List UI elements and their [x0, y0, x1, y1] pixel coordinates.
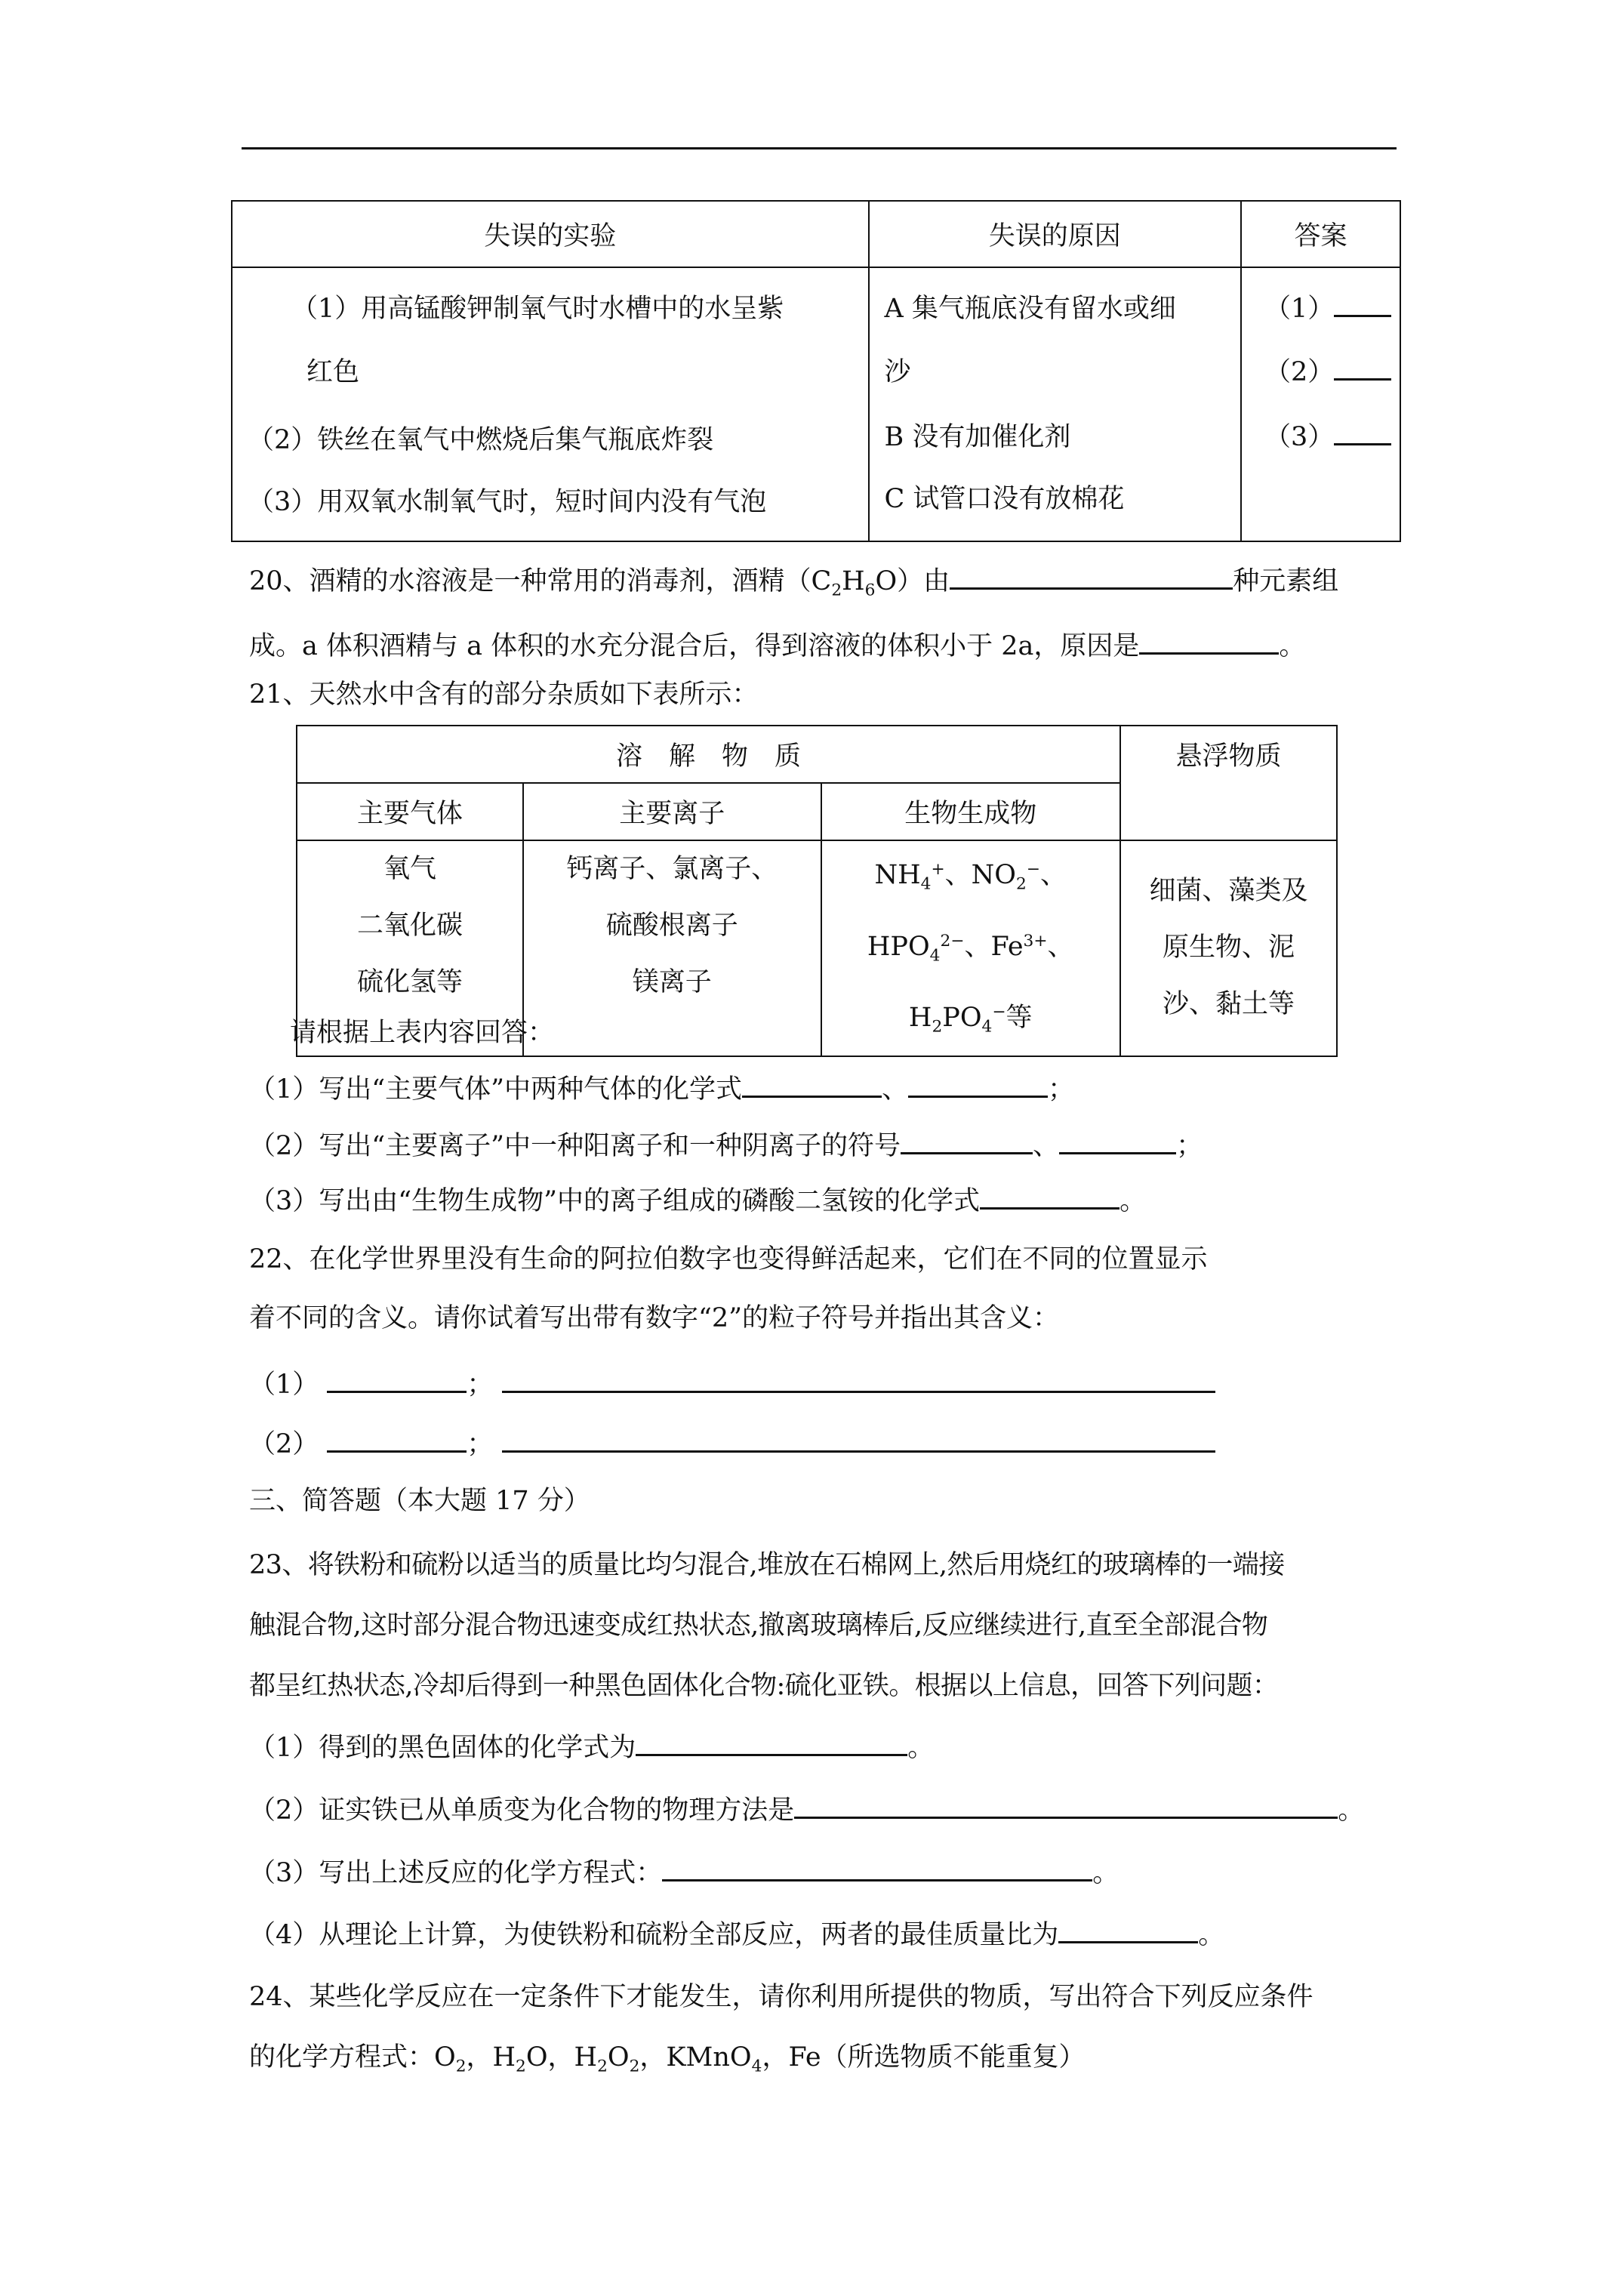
q21-sub3: （3）写出由“生物生成物”中的离子组成的磷酸二氢铵的化学式 。	[249, 1180, 1146, 1218]
answers-cell	[1241, 267, 1400, 541]
dissolved-header: 溶 解 物 质	[297, 726, 1120, 783]
reasons-cell	[869, 267, 1241, 541]
q20-blank-1[interactable]	[950, 561, 1233, 590]
answer-1-blank[interactable]	[1334, 288, 1391, 317]
experiment-3: （3）用双氧水制氧气时，短时间内没有气泡	[248, 487, 767, 517]
q22-2-symbol-blank[interactable]	[327, 1424, 467, 1453]
q20-blank-2[interactable]	[1139, 626, 1279, 655]
reason-b: B 没有加催化剂	[884, 422, 1071, 452]
q23-4-blank[interactable]	[1058, 1915, 1198, 1943]
q20-line2: 成。a 体积酒精与 a 体积的水充分混合后，得到溶液的体积小于 2a，原因是 。	[249, 625, 1305, 663]
q21-sub2: （2）写出“主要离子”中一种阳离子和一种阴离子的符号 、 ；	[249, 1125, 1203, 1163]
answer-2-blank[interactable]	[1334, 352, 1391, 381]
q22-line1: 22、在化学世界里没有生命的阿拉伯数字也变得鲜活起来，它们在不同的位置显示	[249, 1244, 1208, 1274]
header-answer: 答案	[1241, 201, 1400, 267]
q23-1-blank[interactable]	[636, 1727, 907, 1756]
col-gas: 主要气体	[297, 783, 523, 840]
col-ion: 主要离子	[523, 783, 821, 840]
suspended-cell: 细菌、藻类及 原生物、泥 沙、黏土等	[1120, 840, 1337, 1056]
q21-sub1: （1）写出“主要气体”中两种气体的化学式 、 ；	[249, 1068, 1074, 1106]
q20-line1: 20、酒精的水溶液是一种常用的消毒剂，酒精$(C_2H_6O)$由 种元素组	[249, 560, 1338, 600]
header-reason: 失误的原因	[869, 201, 1241, 267]
q23-sub2: （2）证实铁已从单质变为化合物的物理方法是 。	[249, 1789, 1364, 1827]
q23-line2: 触混合物,这时部分混合物迅速变成红热状态,撤离玻璃棒后,反应继续进行,直至全部混合物	[249, 1610, 1268, 1641]
q22-answer-1: （1） ；	[249, 1364, 1215, 1401]
q21-1-blank-b[interactable]	[908, 1069, 1048, 1098]
q23-sub1: （1）得到的黑色固体的化学式为 。	[249, 1727, 934, 1764]
q21-intro: 21、天然水中含有的部分杂质如下表所示：	[249, 680, 759, 710]
q22-1-symbol-blank[interactable]	[327, 1364, 467, 1393]
q23-sub3: （3）写出上述反应的化学方程式： 。	[249, 1852, 1119, 1890]
q21-2-blank-b[interactable]	[1059, 1126, 1176, 1154]
reason-a: A 集气瓶底没有留水或细	[884, 294, 1176, 324]
experiment-1-cont: 红色	[306, 357, 360, 387]
bio-cell: $NH_4^+$、$NO_2^-$、 $HPO_4^{2-}$、$Fe^{3+}$、 $H_2PO_4^-$等	[821, 840, 1120, 1056]
experiment-1: （1）用高锰酸钾制氧气时水槽中的水呈紫	[291, 294, 784, 324]
impurity-table	[296, 725, 1338, 1057]
q23-line1: 23、将铁粉和硫粉以适当的质量比均匀混合,堆放在石棉网上,然后用烧红的玻璃棒的一端接	[249, 1550, 1285, 1580]
suspended-header: 悬浮物质	[1120, 726, 1337, 840]
q22-1-meaning-blank[interactable]	[502, 1364, 1215, 1393]
header-experiment: 失误的实验	[232, 201, 869, 267]
q24-line2: 的化学方程式：$O_2$，$H_2O$，$H_2O_2$，KMnO$_4$，Fe（所选物质不能重复）	[249, 2042, 1086, 2076]
answer-1: （1）	[1264, 288, 1391, 325]
q22-answer-2: （2） ；	[249, 1423, 1215, 1461]
reason-a-cont: 沙	[884, 357, 911, 387]
q21-prompt: 请根据上表内容回答：	[290, 1018, 555, 1048]
col-bio: 生物生成物	[821, 783, 1120, 840]
answer-3: （3）	[1264, 416, 1391, 454]
experiments-cell	[232, 267, 869, 541]
q23-line3: 都呈红热状态,冷却后得到一种黑色固体化合物:硫化亚铁。根据以上信息，回答下列问题：	[249, 1671, 1279, 1701]
mistake-table	[231, 200, 1401, 542]
section-3-title: 三、简答题（本大题 17 分）	[249, 1486, 590, 1516]
q23-sub4: （4）从理论上计算，为使铁粉和硫粉全部反应，两者的最佳质量比为 。	[249, 1914, 1224, 1952]
answer-2: （2）	[1264, 351, 1391, 389]
header-rule	[242, 147, 1397, 149]
q24-line1: 24、某些化学反应在一定条件下才能发生，请你利用所提供的物质，写出符合下列反应条件	[249, 1982, 1313, 2012]
reason-c: C 试管口没有放棉花	[884, 484, 1125, 514]
q21-2-blank-a[interactable]	[901, 1126, 1033, 1154]
ions-cell: 钙离子、氯离子、 硫酸根离子 镁离子	[523, 840, 821, 1056]
q23-3-blank[interactable]	[662, 1853, 1092, 1881]
q22-line2: 着不同的含义。请你试着写出带有数字“2”的粒子符号并指出其含义：	[249, 1303, 1060, 1333]
q21-1-blank-a[interactable]	[742, 1069, 882, 1098]
q23-2-blank[interactable]	[794, 1790, 1338, 1819]
q22-2-meaning-blank[interactable]	[502, 1424, 1215, 1453]
q21-3-blank[interactable]	[980, 1181, 1119, 1210]
answer-3-blank[interactable]	[1334, 417, 1391, 445]
gases-cell: 氧气 二氧化碳 硫化氢等	[297, 840, 523, 1056]
experiment-2: （2）铁丝在氧气中燃烧后集气瓶底炸裂	[248, 425, 714, 455]
